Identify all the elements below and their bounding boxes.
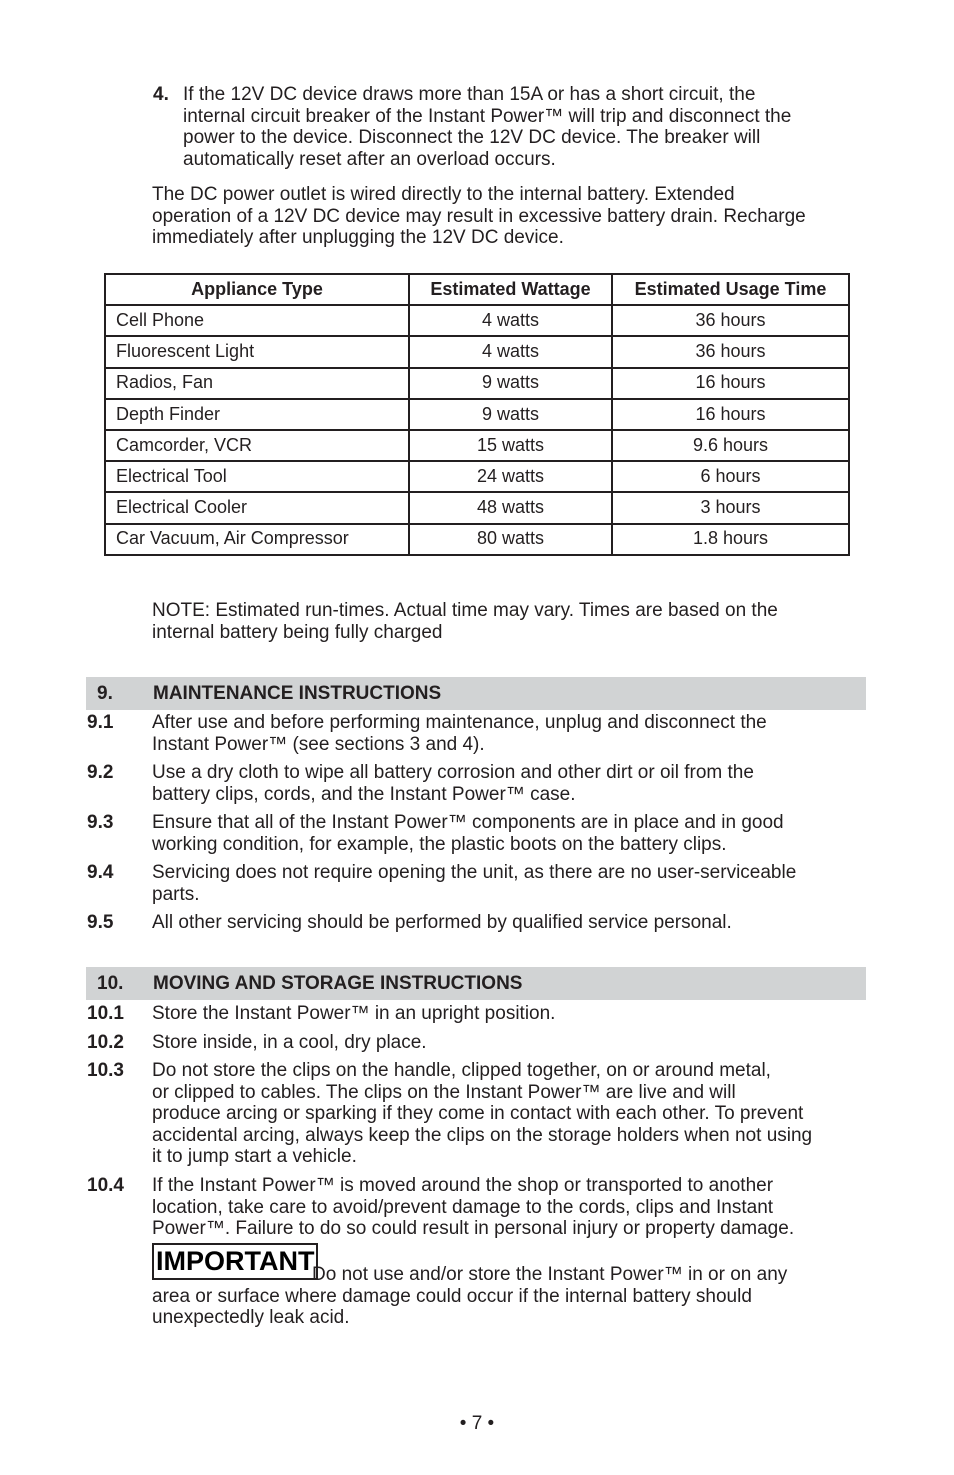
- cell: 24 watts: [409, 461, 612, 492]
- cell: 36 hours: [612, 336, 849, 367]
- header-usage: Estimated Usage Time: [612, 274, 849, 305]
- header-appliance: Appliance Type: [105, 274, 409, 305]
- section-number: 10.: [97, 973, 124, 994]
- table-row: [105, 399, 849, 430]
- cell: Electrical Tool: [105, 461, 409, 492]
- section-number: 9.: [97, 683, 113, 704]
- cell: Fluorescent Light: [105, 336, 409, 367]
- cell: Cell Phone: [105, 305, 409, 336]
- cell: Camcorder, VCR: [105, 430, 409, 461]
- cell: 48 watts: [409, 492, 612, 523]
- cell: 9.6 hours: [612, 430, 849, 461]
- section-9-heading: [86, 677, 866, 710]
- item-number: 10.1: [87, 1003, 124, 1024]
- table-header-row: [105, 274, 849, 305]
- item-number: 9.2: [87, 762, 114, 783]
- cell: 16 hours: [612, 368, 849, 399]
- item-text: Store the Instant Power™ in an upright position.: [152, 1003, 556, 1024]
- table-row: [105, 368, 849, 399]
- page-number: • 7 •: [459, 1413, 495, 1434]
- cell: 9 watts: [409, 368, 612, 399]
- cell: 4 watts: [409, 305, 612, 336]
- item-text: Store inside, in a cool, dry place.: [152, 1032, 427, 1053]
- runtime-note: NOTE: Estimated run-times. Actual time may vary. Times are based on the internal battery being fully charged: [152, 600, 778, 643]
- cell: Depth Finder: [105, 399, 409, 430]
- dc-outlet-note: The DC power outlet is wired directly to the internal battery. Extended operation of a 12V DC device may result in excessive battery drain. Recharge immediately after unplugging the 12V DC device.: [152, 184, 806, 249]
- cell: 9 watts: [409, 399, 612, 430]
- item-text: Servicing does not require opening the unit, as there are no user-serviceable parts.: [152, 862, 797, 905]
- cell: Radios, Fan: [105, 368, 409, 399]
- table-row: [105, 524, 849, 555]
- item-text: If the Instant Power™ is moved around the shop or transported to another location, take care to avoid/prevent damage to the cords, clips and Instant Power™. Failure to do so could result in personal injury or property damage.: [152, 1175, 795, 1240]
- cell: 6 hours: [612, 461, 849, 492]
- section-title: MOVING AND STORAGE INSTRUCTIONS: [153, 973, 523, 994]
- item-number: 9.4: [87, 862, 114, 883]
- item-number: 9.3: [87, 812, 114, 833]
- item-number: 9.5: [87, 912, 114, 933]
- item-text: Ensure that all of the Instant Power™ components are in place and in good working condition, for example, the plastic boots on the battery clips.: [152, 812, 784, 855]
- item-text: All other servicing should be performed by qualified service personal.: [152, 912, 732, 933]
- cell: 16 hours: [612, 399, 849, 430]
- table-row: [105, 430, 849, 461]
- table-row: [105, 336, 849, 367]
- cell: Car Vacuum, Air Compressor: [105, 524, 409, 555]
- cell: 4 watts: [409, 336, 612, 367]
- item-number: 9.1: [87, 712, 114, 733]
- item-number: 10.4: [87, 1175, 124, 1196]
- item-text: Do not store the clips on the handle, clipped together, on or around metal, or clipped to cables. The clips on the Instant Power™ are live and will produce arcing or sparking if they come in contact with each other. To prevent accidental arcing, always keep the clips on the storage holders when not using it to jump start a vehicle.: [152, 1060, 813, 1168]
- section-title: MAINTENANCE INSTRUCTIONS: [153, 683, 442, 704]
- cell: 80 watts: [409, 524, 612, 555]
- item-number: 10.2: [87, 1032, 124, 1053]
- cell: 3 hours: [612, 492, 849, 523]
- cell: 36 hours: [612, 305, 849, 336]
- cell: 1.8 hours: [612, 524, 849, 555]
- usage-table: [104, 273, 850, 556]
- important-label: IMPORTANT: [152, 1243, 318, 1280]
- item-number: 10.3: [87, 1060, 124, 1081]
- header-wattage: Estimated Wattage: [409, 274, 612, 305]
- cell: Electrical Cooler: [105, 492, 409, 523]
- section-10-heading: [86, 967, 866, 1000]
- step-4-text: If the 12V DC device draws more than 15A or has a short circuit, the internal circuit breaker of the Instant Power™ will trip and disconnect the power to the device. Disconnect the 12V DC device. The breaker will automatically reset after an overload occurs.: [183, 84, 792, 170]
- table-row: [105, 305, 849, 336]
- item-text: After use and before performing maintenance, unplug and disconnect the Instant Power™ (see sections 3 and 4).: [152, 712, 767, 755]
- cell: 15 watts: [409, 430, 612, 461]
- table-row: [105, 461, 849, 492]
- step-number: 4.: [153, 84, 169, 105]
- important-text: Do not use and/or store the Instant Power™ in or on any area or surface where damage could occur if the internal battery should unexpectedly leak acid.: [152, 1264, 788, 1329]
- table-row: [105, 492, 849, 523]
- item-text: Use a dry cloth to wipe all battery corrosion and other dirt or oil from the battery clips, cords, and the Instant Power™ case.: [152, 762, 754, 805]
